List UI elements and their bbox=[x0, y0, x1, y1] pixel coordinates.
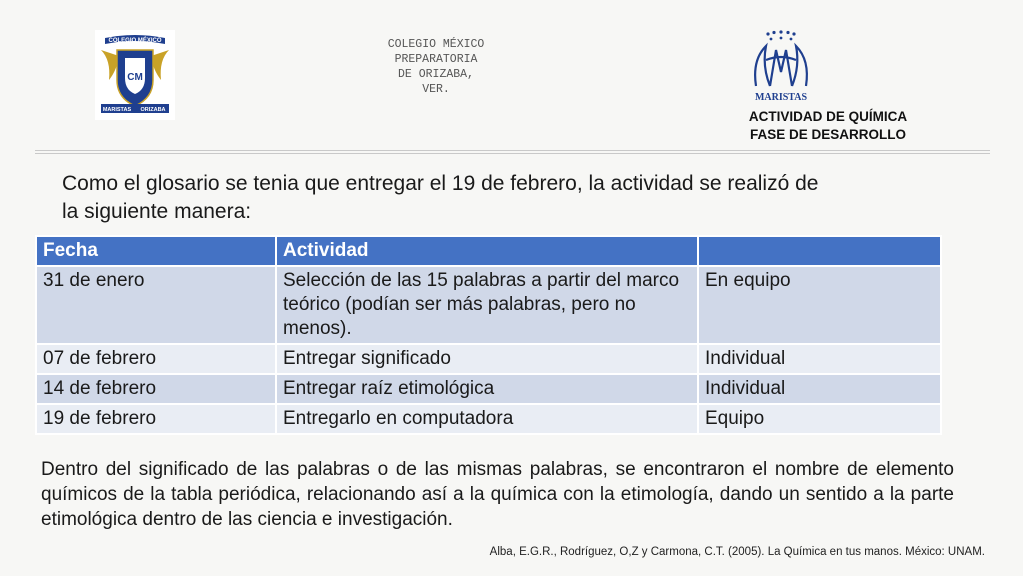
logo-left-bottom-left: MARISTAS bbox=[102, 107, 132, 113]
table-header-row bbox=[36, 236, 941, 266]
table-row bbox=[36, 404, 941, 434]
cell-actividad: Entregarlo en computadora bbox=[276, 404, 698, 434]
header-fecha: Fecha bbox=[36, 236, 276, 266]
header-actividad: Actividad bbox=[276, 236, 698, 266]
cell-fecha: 19 de febrero bbox=[36, 404, 276, 434]
logo-right-text: MARISTAS bbox=[754, 92, 808, 103]
school-name-line: PREPARATORIA bbox=[394, 53, 478, 66]
cell-actividad: Entregar significado bbox=[276, 344, 698, 374]
cell-actividad: Entregar raíz etimológica bbox=[276, 374, 698, 404]
cell-modalidad: Equipo bbox=[698, 404, 941, 434]
activity-subtitle-line: FASE DE DESARROLLO bbox=[749, 127, 906, 142]
logo-left-bottom-right: ORIZABA bbox=[140, 107, 166, 113]
table-row bbox=[36, 374, 941, 404]
activity-title-line: ACTIVIDAD DE QUÍMICA bbox=[748, 109, 908, 124]
logo-left-top-text: COLEGIO MÉXICO bbox=[108, 38, 162, 44]
cell-modalidad: En equipo bbox=[698, 266, 941, 344]
intro-paragraph: Como el glosario se tenia que entregar el 19 de febrero, la actividad se realizó de la siguiente manera: bbox=[62, 172, 819, 223]
conclusion-paragraph: Dentro del significado de las palabras o de las mismas palabras, se encontraron el nombre de elemento químicos de la tabla periódica, relacionando así a la química con la etimología, dando un sentido a la parte etimológica dentro de las ciencia e investigación. bbox=[41, 459, 954, 530]
cell-actividad: Selección de las 15 palabras a partir del marco teórico (podían ser más palabras, pero no menos). bbox=[276, 266, 698, 344]
header-divider bbox=[35, 150, 990, 154]
header-modalidad bbox=[698, 236, 941, 266]
activity-schedule-table bbox=[35, 235, 942, 435]
table-row bbox=[36, 344, 941, 374]
cell-modalidad: Individual bbox=[698, 374, 941, 404]
colegio-mexico-logo bbox=[95, 30, 175, 120]
school-name-line: DE ORIZABA, bbox=[398, 68, 474, 81]
cell-fecha: 31 de enero bbox=[36, 266, 276, 344]
cell-modalidad: Individual bbox=[698, 344, 941, 374]
citation: Alba, E.G.R., Rodríguez, O,Z y Carmona, C.T. (2005). La Química en tus manos. México: UNAM. bbox=[489, 546, 985, 558]
activity-title bbox=[720, 108, 936, 144]
school-name-line: COLEGIO MÉXICO bbox=[387, 38, 485, 51]
maristas-logo bbox=[748, 30, 814, 104]
cell-fecha: 07 de febrero bbox=[36, 344, 276, 374]
logo-left-center-text: CM bbox=[127, 72, 143, 83]
cell-fecha: 14 de febrero bbox=[36, 374, 276, 404]
school-name bbox=[360, 37, 512, 97]
school-name-line: VER. bbox=[422, 83, 450, 96]
table-row bbox=[36, 266, 941, 344]
